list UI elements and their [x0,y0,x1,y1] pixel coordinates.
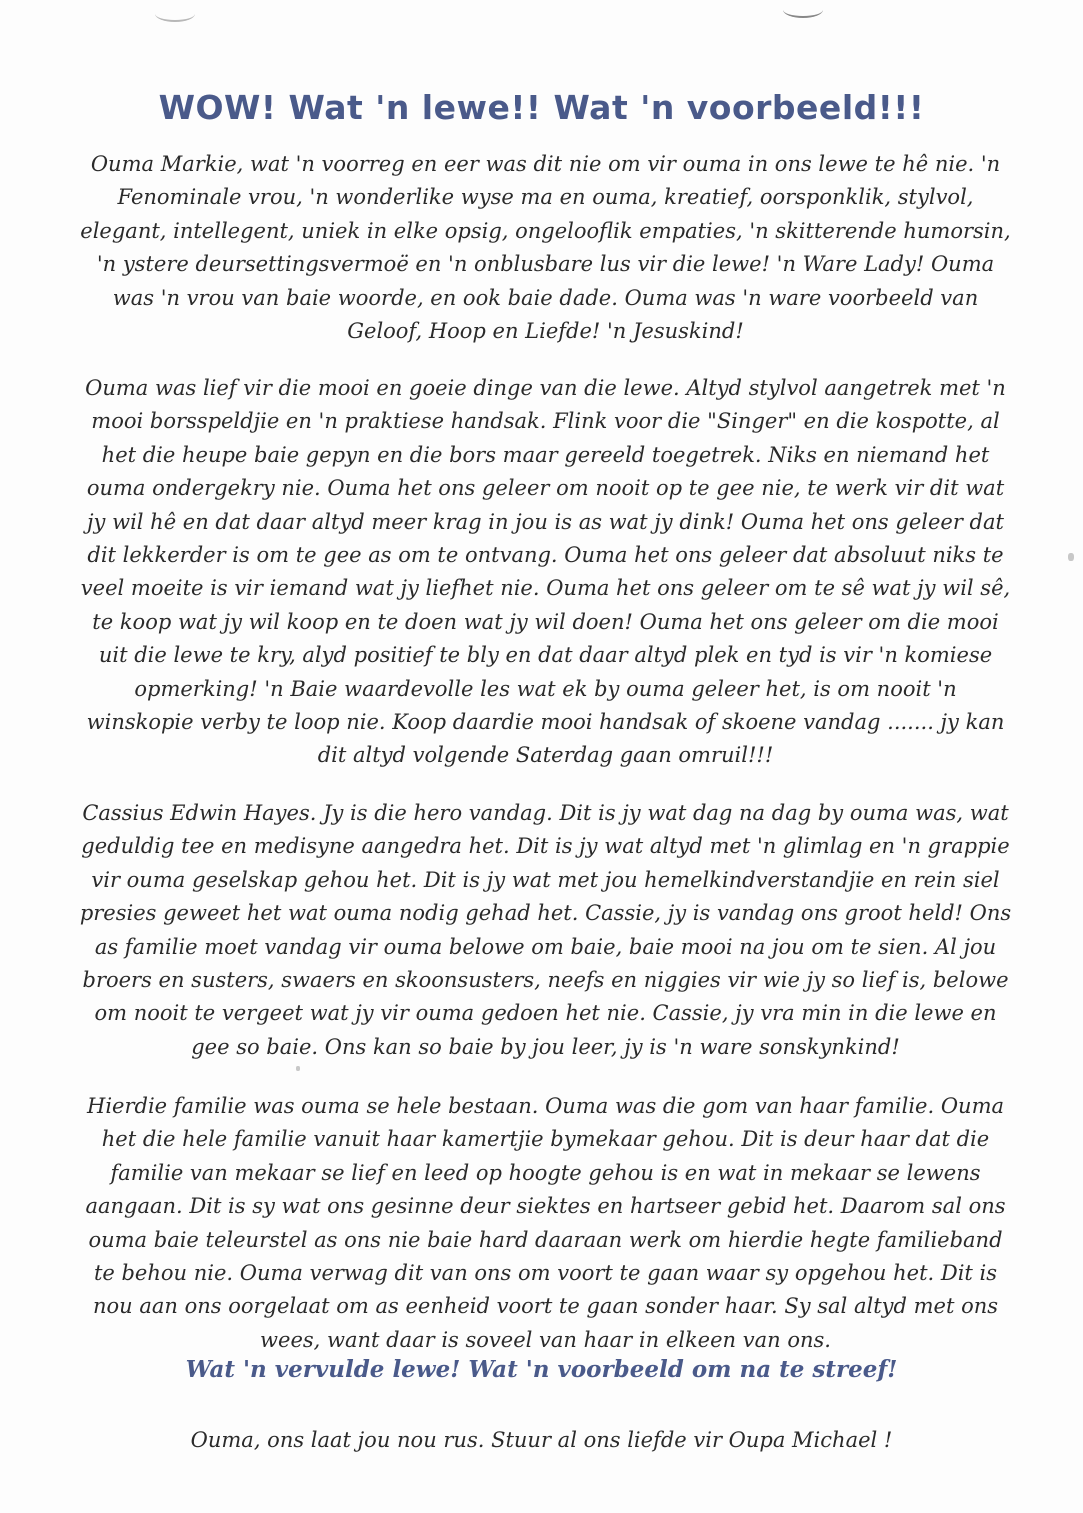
highlight-line: Wat 'n vervulde lewe! Wat 'n voorbeeld om na te streef! [185,1356,898,1383]
paragraph-lessons: Ouma was lief vir die mooi en goeie dinge van die lewe. Altyd stylvol aangetrek met 'n mooi borsspeldjie en 'n praktiese handsak. Flink voor die "Singer" en die kospotte, al het die heupe baie gepyn en die bors maar gereeld toegetrek. Niks en niemand het ouma ondergekry nie. Ouma het ons geleer om nooit op te gee nie, te werk vir dit wat jy wil hê en dat daar altyd meer krag in jou is as wat jy dink! Ouma het ons geleer dat dit lekkerder is om te gee as om te ontvang. Ouma het ons geleer dat absoluut niks te veel moeite is vir iemand wat jy liefhet nie. Ouma het ons geleer om te sê wat jy wil sê, te koop wat jy wil koop en te doen wat jy wil doen! Ouma het ons geleer om die mooi uit die lewe te kry, alyd positief te bly en dat daar altyd plek en tyd is vir 'n komiese opmerking! 'n Baie waardevolle les wat ek by ouma geleer het, is om nooit 'n winskopie verby te loop nie. Koop daardie mooi handsak of skoene vandag ....... jy kan dit altyd volgende Saterdag gaan omruil!!! [80,376,1011,768]
closing-line: Ouma, ons laat jou nou rus. Stuur al ons liefde vir Oupa Michael ! [190,1428,893,1452]
paragraph-family: Hierdie familie was ouma se hele bestaan. Ouma was die gom van haar familie. Ouma het die hele familie vanuit haar kamertjie bymekaar gehou. Dit is deur haar dat die familie van mekaar se lief en leed op hoogte gehou is en wat in mekaar se lewens aangaan. Dit is sy wat ons gesinne deur siektes en hartseer gebid het. Daarom sal ons ouma baie teleurstel as ons nie baie hard daaraan werk om hierdie hegte familieband te behou nie. Ouma verwag dit van ons om voort te gaan waar sy opgehou het. Dit is nou aan ons oorgelaat om as eenheid voort te gaan sonder haar. Sy sal altyd met ons wees, want daar is soveel van haar in elkeen van ons. [85,1094,1006,1352]
paragraph-cassius: Cassius Edwin Hayes. Jy is die hero vandag. Dit is jy wat dag na dag by ouma was, wat geduldig tee en medisyne aangedra het. Dit is jy wat altyd met 'n glimlag en 'n grappie vir ouma geselskap gehou het. Dit is jy wat met jou hemelkindverstandjie en rein siel presies geweet het wat ouma nodig gehad het. Cassie, jy is vandag ons groot held! Ons as familie moet vandag vir ouma belowe om baie, baie mooi na jou om te sien. Al jou broers en susters, swaers en skoonsusters, neefs en niggies vir wie jy so lief is, belowe om nooit te vergeet wat jy vir ouma gedoen het nie. Cassie, jy vra min in die lewe en gee so baie. Ons kan so baie by jou leer, jy is 'n ware sonskynkind! [79,801,1012,1059]
paragraph-intro: Ouma Markie, wat 'n voorreg en eer was dit nie om vir ouma in ons lewe te hê nie. 'n Fenominale vrou, 'n wonderlike wyse ma en ouma, kreatief, oorsponklik, stylvol, elegant, intellegent, uniek in elke opsig, ongelooflik empaties, 'n skitterende humorsin, 'n ystere deursettingsvermoë en 'n onblusbare lus vir die lewe! 'n Ware Lady! Ouma was 'n vrou van baie woorde, en ook baie dade. Ouma was 'n ware voorbeeld van Geloof, Hoop en Liefde! 'n Jesuskind! [80,152,1011,344]
scan-speck [296,1066,300,1071]
scan-mark-left [155,6,195,22]
scan-speck [1068,553,1074,561]
scan-mark-right [783,2,823,18]
page-title: WOW! Wat 'n lewe!! Wat 'n voorbeeld!!! [158,88,925,127]
